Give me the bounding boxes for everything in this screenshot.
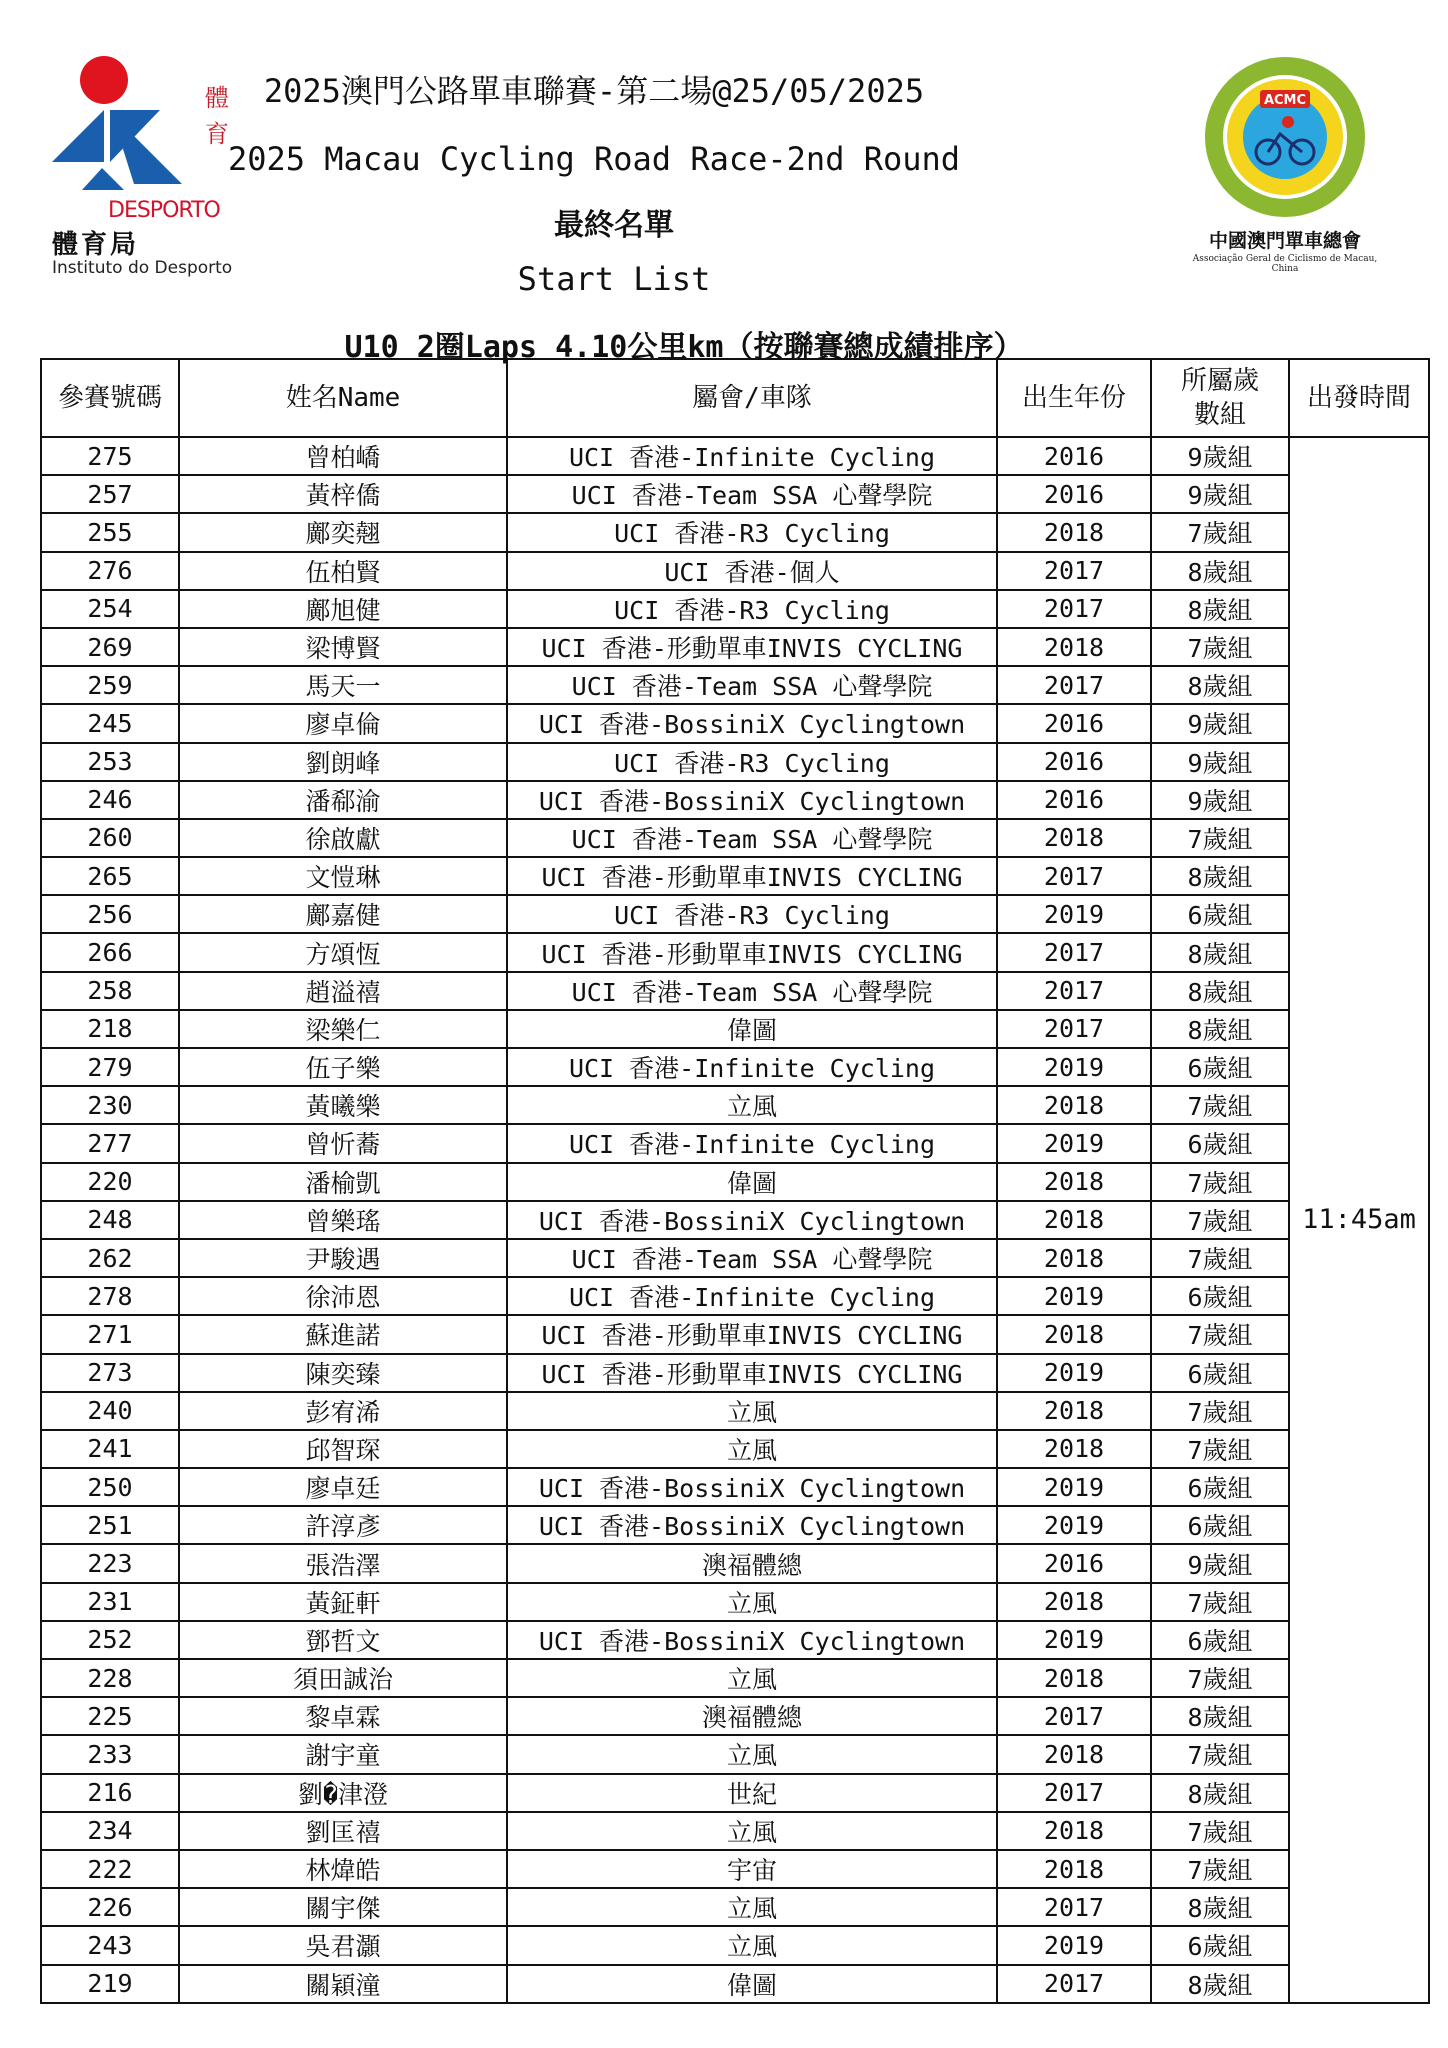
table-row bbox=[41, 972, 1429, 1010]
bib-cell: 258 bbox=[41, 972, 179, 1010]
age-group-cell: 7歲組 bbox=[1151, 1850, 1289, 1888]
table-row bbox=[41, 895, 1429, 933]
age-group-cell: 8歲組 bbox=[1151, 857, 1289, 895]
age-group-cell: 7歲組 bbox=[1151, 1812, 1289, 1850]
table-row bbox=[41, 1583, 1429, 1621]
birth-year-cell: 2018 bbox=[997, 1086, 1151, 1124]
table-row bbox=[41, 1544, 1429, 1582]
bib-cell: 226 bbox=[41, 1888, 179, 1926]
subtitle-final-list: 最終名單 bbox=[554, 208, 674, 243]
table-row bbox=[41, 1201, 1429, 1239]
name-cell: 曾柏嶠 bbox=[179, 437, 507, 475]
age-group-cell: 7歲組 bbox=[1151, 513, 1289, 551]
birth-year-cell: 2017 bbox=[997, 590, 1151, 628]
birth-year-cell: 2018 bbox=[997, 513, 1151, 551]
name-cell: 黃鉦軒 bbox=[179, 1583, 507, 1621]
bib-cell: 216 bbox=[41, 1774, 179, 1812]
birth-year-cell: 2017 bbox=[997, 933, 1151, 971]
age-group-cell: 7歲組 bbox=[1151, 1430, 1289, 1468]
name-cell: 關宇傑 bbox=[179, 1888, 507, 1926]
age-group-cell: 7歲組 bbox=[1151, 628, 1289, 666]
subtitle-start-list: Start List bbox=[517, 260, 711, 298]
birth-year-cell: 2018 bbox=[997, 1812, 1151, 1850]
team-cell: UCI 香港-R3 Cycling bbox=[507, 895, 997, 933]
age-group-cell: 8歲組 bbox=[1151, 1010, 1289, 1048]
team-cell: 立風 bbox=[507, 1430, 997, 1468]
age-group-cell: 6歲組 bbox=[1151, 1468, 1289, 1506]
start-list-table bbox=[40, 358, 1430, 2004]
team-cell: UCI 香港-個人 bbox=[507, 552, 997, 590]
name-cell: 謝宇童 bbox=[179, 1735, 507, 1773]
team-cell: 立風 bbox=[507, 1812, 997, 1850]
col-header-team: 屬會/車隊 bbox=[507, 359, 997, 437]
table-row bbox=[41, 1506, 1429, 1544]
bib-cell: 246 bbox=[41, 781, 179, 819]
team-cell: UCI 香港-BossiniX Cyclingtown bbox=[507, 1621, 997, 1659]
name-cell: 鄺奕翹 bbox=[179, 513, 507, 551]
age-group-cell: 6歲組 bbox=[1151, 1048, 1289, 1086]
team-cell: UCI 香港-Infinite Cycling bbox=[507, 1124, 997, 1162]
team-cell: UCI 香港-BossiniX Cyclingtown bbox=[507, 704, 997, 742]
age-group-cell: 8歲組 bbox=[1151, 552, 1289, 590]
table-row bbox=[41, 781, 1429, 819]
col-header-name: 姓名Name bbox=[179, 359, 507, 437]
name-cell: 梁博賢 bbox=[179, 628, 507, 666]
bib-cell: 256 bbox=[41, 895, 179, 933]
name-cell: 廖卓廷 bbox=[179, 1468, 507, 1506]
team-cell: 立風 bbox=[507, 1926, 997, 1964]
logo-name-pt: Instituto do Desporto bbox=[52, 258, 233, 278]
birth-year-cell: 2017 bbox=[997, 552, 1151, 590]
table-row bbox=[41, 1315, 1429, 1353]
team-cell: UCI 香港-BossiniX Cyclingtown bbox=[507, 781, 997, 819]
table-row bbox=[41, 1850, 1429, 1888]
bib-cell: 251 bbox=[41, 1506, 179, 1544]
table-row bbox=[41, 1621, 1429, 1659]
age-group-cell: 8歲組 bbox=[1151, 1697, 1289, 1735]
team-cell: 澳福體總 bbox=[507, 1544, 997, 1582]
table-row bbox=[41, 1048, 1429, 1086]
table-row bbox=[41, 628, 1429, 666]
name-cell: 趙溢禧 bbox=[179, 972, 507, 1010]
team-cell: UCI 香港-Team SSA 心聲學院 bbox=[507, 1239, 997, 1277]
name-cell: 黎卓霖 bbox=[179, 1697, 507, 1735]
team-cell: UCI 香港-R3 Cycling bbox=[507, 513, 997, 551]
birth-year-cell: 2017 bbox=[997, 1965, 1151, 2003]
team-cell: UCI 香港-Team SSA 心聲學院 bbox=[507, 972, 997, 1010]
bib-cell: 248 bbox=[41, 1201, 179, 1239]
age-group-cell: 7歲組 bbox=[1151, 1315, 1289, 1353]
age-group-cell: 7歲組 bbox=[1151, 1392, 1289, 1430]
age-group-cell: 9歲組 bbox=[1151, 1544, 1289, 1582]
name-cell: 伍子樂 bbox=[179, 1048, 507, 1086]
table-row bbox=[41, 1430, 1429, 1468]
name-cell: 邱智琛 bbox=[179, 1430, 507, 1468]
bib-cell: 241 bbox=[41, 1430, 179, 1468]
name-cell: 林煒皓 bbox=[179, 1850, 507, 1888]
category-heading: U10 2圈Laps 4.10公里km（按聯賽總成績排序） bbox=[344, 330, 1024, 365]
name-cell: 鄺嘉健 bbox=[179, 895, 507, 933]
birth-year-cell: 2016 bbox=[997, 475, 1151, 513]
bib-cell: 243 bbox=[41, 1926, 179, 1964]
age-group-cell: 6歲組 bbox=[1151, 895, 1289, 933]
bib-cell: 222 bbox=[41, 1850, 179, 1888]
age-group-cell: 9歲組 bbox=[1151, 704, 1289, 742]
table-row bbox=[41, 1392, 1429, 1430]
team-cell: 立風 bbox=[507, 1735, 997, 1773]
team-cell: 偉圖 bbox=[507, 1965, 997, 2003]
team-cell: UCI 香港-形動單車INVIS CYCLING bbox=[507, 1315, 997, 1353]
bib-cell: 252 bbox=[41, 1621, 179, 1659]
birth-year-cell: 2019 bbox=[997, 895, 1151, 933]
logo-brand-text: DESPORTO bbox=[108, 198, 220, 223]
birth-year-cell: 2017 bbox=[997, 972, 1151, 1010]
table-row bbox=[41, 1010, 1429, 1048]
table-row bbox=[41, 590, 1429, 628]
name-cell: 潘榆凱 bbox=[179, 1163, 507, 1201]
name-cell: 徐啟獻 bbox=[179, 819, 507, 857]
col-header-bib: 參賽號碼 bbox=[41, 359, 179, 437]
age-group-cell: 7歲組 bbox=[1151, 1239, 1289, 1277]
birth-year-cell: 2016 bbox=[997, 1544, 1151, 1582]
bib-cell: 273 bbox=[41, 1354, 179, 1392]
birth-year-cell: 2019 bbox=[997, 1048, 1151, 1086]
team-cell: UCI 香港-BossiniX Cyclingtown bbox=[507, 1201, 997, 1239]
bib-cell: 266 bbox=[41, 933, 179, 971]
birth-year-cell: 2018 bbox=[997, 1315, 1151, 1353]
team-cell: UCI 香港-Infinite Cycling bbox=[507, 1048, 997, 1086]
birth-year-cell: 2018 bbox=[997, 819, 1151, 857]
bib-cell: 230 bbox=[41, 1086, 179, 1124]
birth-year-cell: 2019 bbox=[997, 1926, 1151, 1964]
bib-cell: 220 bbox=[41, 1163, 179, 1201]
bib-cell: 277 bbox=[41, 1124, 179, 1162]
name-cell: 鄧哲文 bbox=[179, 1621, 507, 1659]
birth-year-cell: 2018 bbox=[997, 1735, 1151, 1773]
team-cell: 立風 bbox=[507, 1392, 997, 1430]
bib-cell: 279 bbox=[41, 1048, 179, 1086]
team-cell: UCI 香港-Team SSA 心聲學院 bbox=[507, 819, 997, 857]
bib-cell: 223 bbox=[41, 1544, 179, 1582]
table-row bbox=[41, 704, 1429, 742]
name-cell: 潘郗渝 bbox=[179, 781, 507, 819]
birth-year-cell: 2017 bbox=[997, 1774, 1151, 1812]
birth-year-cell: 2018 bbox=[997, 1392, 1151, 1430]
age-group-cell: 9歲組 bbox=[1151, 781, 1289, 819]
name-cell: 彭宥浠 bbox=[179, 1392, 507, 1430]
birth-year-cell: 2019 bbox=[997, 1621, 1151, 1659]
team-cell: UCI 香港-BossiniX Cyclingtown bbox=[507, 1506, 997, 1544]
name-cell: 廖卓倫 bbox=[179, 704, 507, 742]
table-row bbox=[41, 1965, 1429, 2003]
age-group-cell: 7歲組 bbox=[1151, 1163, 1289, 1201]
birth-year-cell: 2016 bbox=[997, 704, 1151, 742]
name-cell: 蘇進諾 bbox=[179, 1315, 507, 1353]
table-row bbox=[41, 743, 1429, 781]
table-row bbox=[41, 1354, 1429, 1392]
bib-cell: 257 bbox=[41, 475, 179, 513]
team-cell: UCI 香港-Infinite Cycling bbox=[507, 437, 997, 475]
name-cell: 吳君灝 bbox=[179, 1926, 507, 1964]
age-group-cell: 7歲組 bbox=[1151, 819, 1289, 857]
table-row bbox=[41, 1163, 1429, 1201]
bib-cell: 276 bbox=[41, 552, 179, 590]
age-group-cell: 9歲組 bbox=[1151, 475, 1289, 513]
age-group-cell: 8歲組 bbox=[1151, 1888, 1289, 1926]
age-group-cell: 7歲組 bbox=[1151, 1201, 1289, 1239]
name-cell: 黃梓僑 bbox=[179, 475, 507, 513]
age-group-cell: 8歲組 bbox=[1151, 590, 1289, 628]
team-cell: UCI 香港-BossiniX Cyclingtown bbox=[507, 1468, 997, 1506]
name-cell: 許淳彥 bbox=[179, 1506, 507, 1544]
age-group-cell: 6歲組 bbox=[1151, 1354, 1289, 1392]
title-chinese: 2025澳門公路單車聯賽-第二場@25/05/2025 bbox=[263, 72, 925, 110]
table-row bbox=[41, 933, 1429, 971]
name-cell: 黃曦樂 bbox=[179, 1086, 507, 1124]
bib-cell: 269 bbox=[41, 628, 179, 666]
team-cell: UCI 香港-形動單車INVIS CYCLING bbox=[507, 1354, 997, 1392]
col-header-birth-year: 出生年份 bbox=[997, 359, 1151, 437]
birth-year-cell: 2018 bbox=[997, 1163, 1151, 1201]
table-row bbox=[41, 475, 1429, 513]
team-cell: UCI 香港-Team SSA 心聲學院 bbox=[507, 475, 997, 513]
birth-year-cell: 2017 bbox=[997, 1888, 1151, 1926]
age-group-cell: 6歲組 bbox=[1151, 1124, 1289, 1162]
name-cell: 劉�津澄 bbox=[179, 1774, 507, 1812]
team-cell: UCI 香港-形動單車INVIS CYCLING bbox=[507, 857, 997, 895]
age-group-cell: 8歲組 bbox=[1151, 666, 1289, 704]
acmc-name-pt: Associação Geral de Ciclismo de Macau, China bbox=[1192, 254, 1378, 274]
logo-name-cn: 體育局 bbox=[52, 230, 140, 260]
name-cell: 張浩澤 bbox=[179, 1544, 507, 1582]
birth-year-cell: 2016 bbox=[997, 437, 1151, 475]
table-row bbox=[41, 1659, 1429, 1697]
table-row bbox=[41, 1468, 1429, 1506]
name-cell: 方頌恆 bbox=[179, 933, 507, 971]
age-group-cell: 7歲組 bbox=[1151, 1735, 1289, 1773]
birth-year-cell: 2018 bbox=[997, 1659, 1151, 1697]
birth-year-cell: 2017 bbox=[997, 857, 1151, 895]
age-group-cell: 6歲組 bbox=[1151, 1621, 1289, 1659]
name-cell: 須田誠治 bbox=[179, 1659, 507, 1697]
team-cell: 立風 bbox=[507, 1659, 997, 1697]
name-cell: 劉朗峰 bbox=[179, 743, 507, 781]
logo-vertical-text: 體育 bbox=[205, 84, 229, 148]
age-group-cell: 7歲組 bbox=[1151, 1086, 1289, 1124]
table-row bbox=[41, 1239, 1429, 1277]
bib-cell: 219 bbox=[41, 1965, 179, 2003]
team-cell: UCI 香港-Team SSA 心聲學院 bbox=[507, 666, 997, 704]
team-cell: UCI 香港-形動單車INVIS CYCLING bbox=[507, 628, 997, 666]
birth-year-cell: 2016 bbox=[997, 781, 1151, 819]
bib-cell: 275 bbox=[41, 437, 179, 475]
table-row bbox=[41, 1086, 1429, 1124]
bib-cell: 234 bbox=[41, 1812, 179, 1850]
bib-cell: 233 bbox=[41, 1735, 179, 1773]
age-group-cell: 6歲組 bbox=[1151, 1926, 1289, 1964]
team-cell: 偉圖 bbox=[507, 1163, 997, 1201]
bib-cell: 265 bbox=[41, 857, 179, 895]
birth-year-cell: 2019 bbox=[997, 1124, 1151, 1162]
table-header-row bbox=[41, 359, 1429, 437]
birth-year-cell: 2016 bbox=[997, 743, 1151, 781]
team-cell: 宇宙 bbox=[507, 1850, 997, 1888]
bib-cell: 253 bbox=[41, 743, 179, 781]
team-cell: 立風 bbox=[507, 1583, 997, 1621]
table-row bbox=[41, 1697, 1429, 1735]
age-group-cell: 9歲組 bbox=[1151, 437, 1289, 475]
acmc-badge-text: ACMC bbox=[1263, 93, 1307, 108]
bib-cell: 254 bbox=[41, 590, 179, 628]
bib-cell: 228 bbox=[41, 1659, 179, 1697]
col-header-start-time: 出發時間 bbox=[1289, 359, 1429, 437]
start-time-cell: 11:45am bbox=[1289, 437, 1429, 2003]
team-cell: UCI 香港-形動單車INVIS CYCLING bbox=[507, 933, 997, 971]
age-group-cell: 9歲組 bbox=[1151, 743, 1289, 781]
col-header-age-group: 所屬歲數組 bbox=[1151, 359, 1289, 437]
team-cell: UCI 香港-R3 Cycling bbox=[507, 743, 997, 781]
name-cell: 曾樂瑤 bbox=[179, 1201, 507, 1239]
bib-cell: 225 bbox=[41, 1697, 179, 1735]
birth-year-cell: 2019 bbox=[997, 1506, 1151, 1544]
name-cell: 馬天一 bbox=[179, 666, 507, 704]
bib-cell: 260 bbox=[41, 819, 179, 857]
name-cell: 陳奕臻 bbox=[179, 1354, 507, 1392]
team-cell: 立風 bbox=[507, 1086, 997, 1124]
table-row bbox=[41, 1735, 1429, 1773]
birth-year-cell: 2019 bbox=[997, 1277, 1151, 1315]
table-row bbox=[41, 552, 1429, 590]
bib-cell: 231 bbox=[41, 1583, 179, 1621]
bib-cell: 262 bbox=[41, 1239, 179, 1277]
title-english: 2025 Macau Cycling Road Race-2nd Round bbox=[227, 140, 961, 178]
age-group-cell: 6歲組 bbox=[1151, 1506, 1289, 1544]
name-cell: 關穎潼 bbox=[179, 1965, 507, 2003]
birth-year-cell: 2017 bbox=[997, 1010, 1151, 1048]
age-group-cell: 6歲組 bbox=[1151, 1277, 1289, 1315]
name-cell: 劉匡禧 bbox=[179, 1812, 507, 1850]
age-group-cell: 7歲組 bbox=[1151, 1659, 1289, 1697]
table-row bbox=[41, 819, 1429, 857]
bib-cell: 271 bbox=[41, 1315, 179, 1353]
birth-year-cell: 2018 bbox=[997, 1430, 1151, 1468]
table-row bbox=[41, 513, 1429, 551]
bib-cell: 218 bbox=[41, 1010, 179, 1048]
acmc-name-cn: 中國澳門單車總會 bbox=[1208, 230, 1361, 252]
age-group-cell: 8歲組 bbox=[1151, 972, 1289, 1010]
table-row bbox=[41, 1277, 1429, 1315]
birth-year-cell: 2018 bbox=[997, 1850, 1151, 1888]
table-row bbox=[41, 1888, 1429, 1926]
team-cell: UCI 香港-R3 Cycling bbox=[507, 590, 997, 628]
table-row bbox=[41, 437, 1429, 475]
birth-year-cell: 2019 bbox=[997, 1354, 1151, 1392]
team-cell: 偉圖 bbox=[507, 1010, 997, 1048]
age-group-cell: 7歲組 bbox=[1151, 1583, 1289, 1621]
table-row bbox=[41, 666, 1429, 704]
birth-year-cell: 2017 bbox=[997, 666, 1151, 704]
birth-year-cell: 2018 bbox=[997, 1239, 1151, 1277]
table-row bbox=[41, 1124, 1429, 1162]
team-cell: 立風 bbox=[507, 1888, 997, 1926]
team-cell: UCI 香港-Infinite Cycling bbox=[507, 1277, 997, 1315]
name-cell: 徐沛恩 bbox=[179, 1277, 507, 1315]
birth-year-cell: 2018 bbox=[997, 628, 1151, 666]
name-cell: 尹駿遇 bbox=[179, 1239, 507, 1277]
bib-cell: 255 bbox=[41, 513, 179, 551]
bib-cell: 259 bbox=[41, 666, 179, 704]
birth-year-cell: 2018 bbox=[997, 1583, 1151, 1621]
bib-cell: 240 bbox=[41, 1392, 179, 1430]
table-row bbox=[41, 857, 1429, 895]
birth-year-cell: 2018 bbox=[997, 1201, 1151, 1239]
birth-year-cell: 2017 bbox=[997, 1697, 1151, 1735]
bib-cell: 245 bbox=[41, 704, 179, 742]
birth-year-cell: 2019 bbox=[997, 1468, 1151, 1506]
bib-cell: 278 bbox=[41, 1277, 179, 1315]
name-cell: 文愷琳 bbox=[179, 857, 507, 895]
table-row bbox=[41, 1812, 1429, 1850]
name-cell: 梁樂仁 bbox=[179, 1010, 507, 1048]
name-cell: 曾忻蕎 bbox=[179, 1124, 507, 1162]
age-group-cell: 8歲組 bbox=[1151, 1965, 1289, 2003]
name-cell: 伍柏賢 bbox=[179, 552, 507, 590]
team-cell: 世紀 bbox=[507, 1774, 997, 1812]
bib-cell: 250 bbox=[41, 1468, 179, 1506]
table-row bbox=[41, 1926, 1429, 1964]
table-row bbox=[41, 1774, 1429, 1812]
team-cell: 澳福體總 bbox=[507, 1697, 997, 1735]
age-group-cell: 8歲組 bbox=[1151, 933, 1289, 971]
age-group-cell: 8歲組 bbox=[1151, 1774, 1289, 1812]
name-cell: 鄺旭健 bbox=[179, 590, 507, 628]
